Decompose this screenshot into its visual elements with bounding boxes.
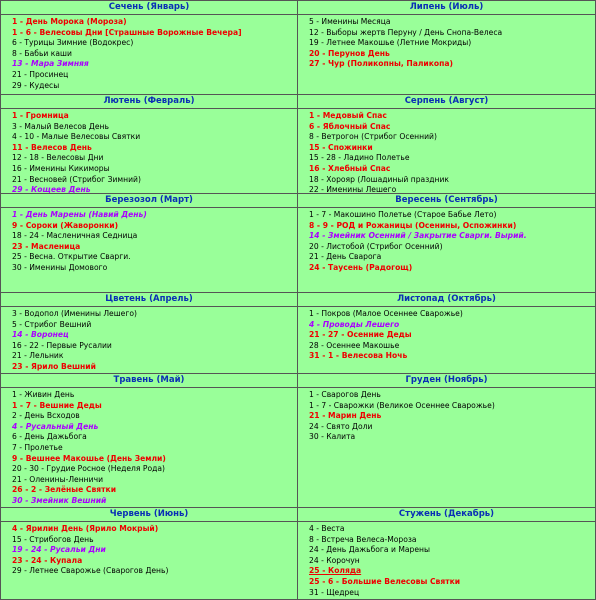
- holiday-item: 1 - Громница: [12, 111, 69, 120]
- month-title: Травень (Май): [1, 374, 297, 388]
- month-title: Стужень (Декабрь): [298, 508, 595, 522]
- holiday-item: 6 - Яблочный Спас: [309, 121, 391, 131]
- month-cell: [298, 0, 596, 95]
- holiday-item: 16 - 22 - Первые Русалии: [12, 340, 112, 350]
- holiday-item: 1 - 7 - Сварожки (Великое Осеннее Сварожье): [309, 400, 495, 410]
- month-title: Вересень (Сентябрь): [298, 194, 595, 208]
- month-cell: [298, 194, 596, 293]
- holiday-item: 18 - 24 - Масленичная Седница: [12, 231, 138, 241]
- holiday-item: 11 - Велесов День: [12, 142, 92, 152]
- holiday-item: 5 - Именины Месяца: [309, 17, 391, 26]
- holiday-item: 30 - Змейник Вешний: [12, 495, 107, 505]
- holiday-list: [1, 307, 297, 383]
- holiday-item: 8 - Встреча Велеса-Мороза: [309, 534, 417, 544]
- holiday-item: 21 - Оленины-Ленничи: [12, 474, 104, 484]
- holiday-item: 15 - Спожинки: [309, 142, 373, 152]
- holiday-item: 6 - Турицы Зимние (Водокрес): [12, 38, 134, 48]
- holiday-item: 12 - Выборы жертв Перуну / День Снопа-Велеса: [309, 27, 503, 37]
- holiday-item: 19 - Летнее Макошье (Летние Мокриды): [309, 38, 472, 48]
- month-title: Серпень (Август): [298, 95, 595, 109]
- holiday-list: [298, 388, 595, 443]
- month-title: Цветень (Апрель): [1, 293, 297, 307]
- holiday-item: 21 - Просинец: [12, 69, 69, 79]
- month-cell: [0, 0, 298, 95]
- holiday-list: [1, 522, 297, 577]
- holiday-item: 22 - Именины Лешего: [309, 185, 397, 195]
- holiday-list: [298, 15, 595, 70]
- holiday-item: 25 - Коляда: [309, 566, 362, 576]
- holiday-item: 25 - 6 - Большие Велесовы Святки: [309, 576, 461, 586]
- holiday-item: 23 - Ярило Вешний: [12, 361, 96, 371]
- month-cell: [0, 508, 298, 600]
- holiday-list: [1, 109, 297, 196]
- holiday-item: 14 - Змейник Осенний / Закрытие Сварги. Вырий.: [309, 231, 527, 241]
- holiday-item: 21 - Марин День: [309, 411, 382, 421]
- holiday-item: 8 - Бабьи каши: [12, 48, 72, 58]
- holiday-item: 1 - Живин День: [12, 390, 75, 399]
- holiday-item: 3 - Водопол (Именины Лешего): [12, 309, 137, 318]
- month-cell: [298, 293, 596, 374]
- month-cell: [0, 293, 298, 374]
- holiday-item: 2 - День Всходов: [12, 411, 80, 421]
- holiday-item: 1 - 7 - Макошино Полетье (Старое Бабье Лето): [309, 210, 497, 219]
- holiday-item: 4 - 10 - Малые Велесовы Святки: [12, 132, 141, 142]
- holiday-item: 12 - 18 - Велесовы Дни: [12, 153, 104, 163]
- holiday-item: 16 - Хлебный Спас: [309, 163, 391, 173]
- month-title: Листопад (Октябрь): [298, 293, 595, 307]
- holiday-item: 24 - Свято Доли: [309, 421, 373, 431]
- holiday-item: 28 - Осеннее Макошье: [309, 340, 400, 350]
- holiday-item: 8 - 9 - РОД и Рожаницы (Осенины, Оспожинки): [309, 220, 517, 230]
- month-title: Березозол (Март): [1, 194, 297, 208]
- holiday-item: 1 - День Марены (Навий День): [12, 210, 147, 219]
- holiday-item: 14 - Воронец: [12, 330, 69, 340]
- holiday-item: 21 - 27 - Осенние Деды: [309, 330, 412, 340]
- holiday-item: 15 - Стрибогов День: [12, 534, 94, 544]
- holiday-item: 6 - День Дажьбога: [12, 432, 87, 442]
- holiday-list: [1, 388, 297, 507]
- month-title: Лютень (Февраль): [1, 95, 297, 109]
- holiday-item: 20 - Листобой (Стрибог Осенний): [309, 241, 443, 251]
- holiday-item: 23 - Масленица: [12, 241, 81, 251]
- holiday-item: 26 - 2 - Зелёные Святки: [12, 485, 117, 495]
- holiday-item: 3 - Малый Велесов День: [12, 121, 109, 131]
- holiday-item: 5 - Стрибог Вешний: [12, 319, 92, 329]
- month-cell: [0, 374, 298, 508]
- holiday-item: 21 - Лельник: [12, 351, 64, 361]
- holiday-item: 4 - Ярилин День (Ярило Мокрый): [12, 524, 159, 533]
- holiday-list: [1, 208, 297, 274]
- holiday-list: [298, 522, 595, 598]
- month-title: Сечень (Январь): [1, 1, 297, 15]
- holiday-item: 20 - 30 - Грудие Росное (Неделя Рода): [12, 464, 165, 474]
- month-cell: [298, 374, 596, 508]
- holiday-item: 29 - Кощеев День: [12, 185, 91, 195]
- holiday-item: 8 - Ветрогон (Стрибог Осенний): [309, 132, 437, 142]
- holiday-item: 27 - Чур (Поликопны, Паликопа): [309, 59, 453, 69]
- holiday-item: 29 - Летнее Сварожье (Сварогов День): [12, 566, 169, 576]
- holiday-item: 24 - Корочун: [309, 555, 360, 565]
- holiday-list: [298, 208, 595, 274]
- holiday-item: 31 - 1 - Велесова Ночь: [309, 351, 408, 361]
- month-title: Груден (Ноябрь): [298, 374, 595, 388]
- holiday-item: 15 - 28 - Ладино Полетье: [309, 153, 410, 163]
- holiday-item: 24 - День Дажьбога и Марены: [309, 545, 430, 555]
- holiday-item: 30 - Именины Домового: [12, 262, 108, 272]
- holiday-item: 1 - Медовый Спас: [309, 111, 387, 120]
- holiday-item: 4 - Проводы Лешего: [309, 319, 400, 329]
- holiday-item: 16 - Именины Кикиморы: [12, 163, 110, 173]
- holiday-item: 23 - 24 - Купала: [12, 555, 83, 565]
- month-cell: [298, 95, 596, 194]
- month-cell: [0, 194, 298, 293]
- holiday-item: 1 - День Морока (Мороза): [12, 17, 127, 26]
- holiday-item: 30 - Калита: [309, 432, 356, 442]
- month-cell: [298, 508, 596, 600]
- holiday-item: 31 - Щедрец: [309, 587, 360, 597]
- holiday-item: 24 - Таусень (Радогощ): [309, 262, 413, 272]
- holiday-item: 25 - Весна. Открытие Сварги.: [12, 252, 131, 262]
- holiday-item: 18 - Хорояр (Лошадиный праздник: [309, 174, 449, 184]
- holiday-item: 1 - 7 - Вешние Деды: [12, 400, 102, 410]
- holiday-item: 19 - 24 - Русальи Дни: [12, 545, 106, 555]
- holiday-item: 1 - Сварогов День: [309, 390, 381, 399]
- holiday-item: 1 - Покров (Малое Осеннее Сварожье): [309, 309, 463, 318]
- holiday-item: 9 - Вешнее Макошье (День Земли): [12, 453, 166, 463]
- holiday-item: 7 - Пролетье: [12, 442, 63, 452]
- month-title: Липень (Июль): [298, 1, 595, 15]
- holiday-item: 20 - Перунов День: [309, 48, 390, 58]
- holiday-item: 13 - Мара Зимняя: [12, 59, 89, 69]
- holiday-list: [298, 307, 595, 362]
- holiday-item: 1 - 6 - Велесовы Дни [Страшные Ворожные Вечера]: [12, 27, 242, 37]
- holiday-item: 21 - Весновей (Стрибог Зимний): [12, 174, 141, 184]
- month-cell: [0, 95, 298, 194]
- month-title: Червень (Июнь): [1, 508, 297, 522]
- holiday-item: 29 - Кудесы: [12, 80, 60, 90]
- holiday-item: 9 - Сороки (Жаворонки): [12, 220, 119, 230]
- holiday-item: 21 - День Сварога: [309, 252, 382, 262]
- holiday-item: 4 - Веста: [309, 524, 345, 533]
- holiday-item: 4 - Русальный День: [12, 421, 99, 431]
- holiday-list: [298, 109, 595, 196]
- holiday-list: [1, 15, 297, 91]
